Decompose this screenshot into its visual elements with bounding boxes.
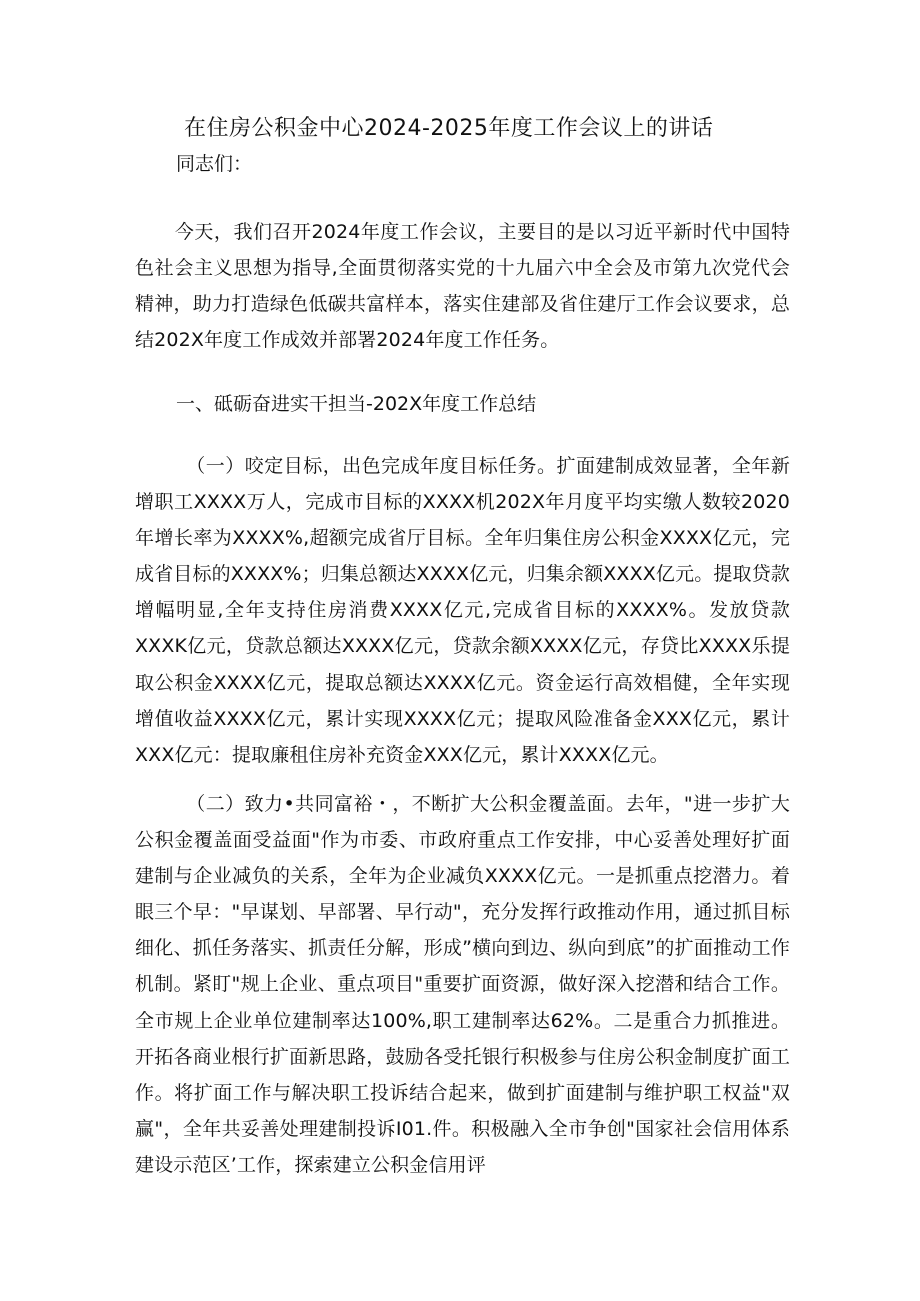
section-heading: 一、砥砺奋进实干担当-202X年度工作总结 <box>176 393 537 415</box>
document-title: 在住房公积金中心2024-2025年度工作会议上的讲话 <box>184 116 714 141</box>
intro-paragraph: 今天，我们召开2024年度工作会议，主要目的是以习近平新时代中国特色社会主义思想为指导,全面贯彻落实党的十九届六中全会及市第九次党代会精神，助力打造绿色低碳共富样本，落实住建部及省住建厅工作会议要求，总结202X年度工作成效并部署2024年度工作任务。 <box>135 221 790 352</box>
greeting: 同志们： <box>176 153 253 175</box>
body-paragraph-1: （一）咬定目标，出色完成年度目标任务。扩面建制成效显著，全年新增职工XXXX万人，完成市目标的XXXX机202X年月度平均实缴人数较2020年增长率为XXXX%,超额完成省厅目标。全年归集住房公积金XXXX亿元，完成省目标的XXXX%；归集总额达XXXX亿元，归集余额XXXX亿元。提取贷款增幅明显,全年支持住房消费XXXX亿元,完成省目标的XXXX%。发放贷款XXXK亿元，贷款总额达XXXX亿元，贷款余额XXXX亿元，存贷比XXXX乐提取公积金XXXX亿元，提取总额达XXXX亿元。资金运行高效椙健，全年实现增值收益XXXX亿元，累计实现XXXX亿元；提取风险准备金XXX亿元，累计XXX亿元：提取廉租住房补充资金XXX亿元，累计XXXX亿元。 <box>135 455 790 766</box>
body-paragraph-2: （二）致力•共同富裕・，不断扩大公积金覆盖面。去年，"进一步扩大公积金覆盖面受益面"作为市委、市政府重点工作安排，中心妥善处理好扩面建制与企业减负的关系，全年为企业减负XXXX亿元。一是抓重点挖潜力。着眼三个早："早谋划、早部署、早行动"，充分发挥行政推动作用，通过抓目标细化、抓任务落实、抓责任分解，形成”横向到边、纵向到底”的扩面推动工作机制。紧盯"规上企业、重点项目"重要扩面资源，做好深入挖潜和结合工作。全市规上企业单位建制率达100%,职工建制率达62%。二是重合力抓推进。开拓各商业根行扩面新思路，鼓励各受托银行积极参与住房公积金制度扩面工作。将扩面工作与解决职工投诉结合起来，做到扩面建制与维护职工权益"双赢"，全年共妥善处理建制投诉I01.件。积极融入全市争创"国家社会信用体系建设示范区’工作，探索建立公积金信用评 <box>135 793 790 1176</box>
